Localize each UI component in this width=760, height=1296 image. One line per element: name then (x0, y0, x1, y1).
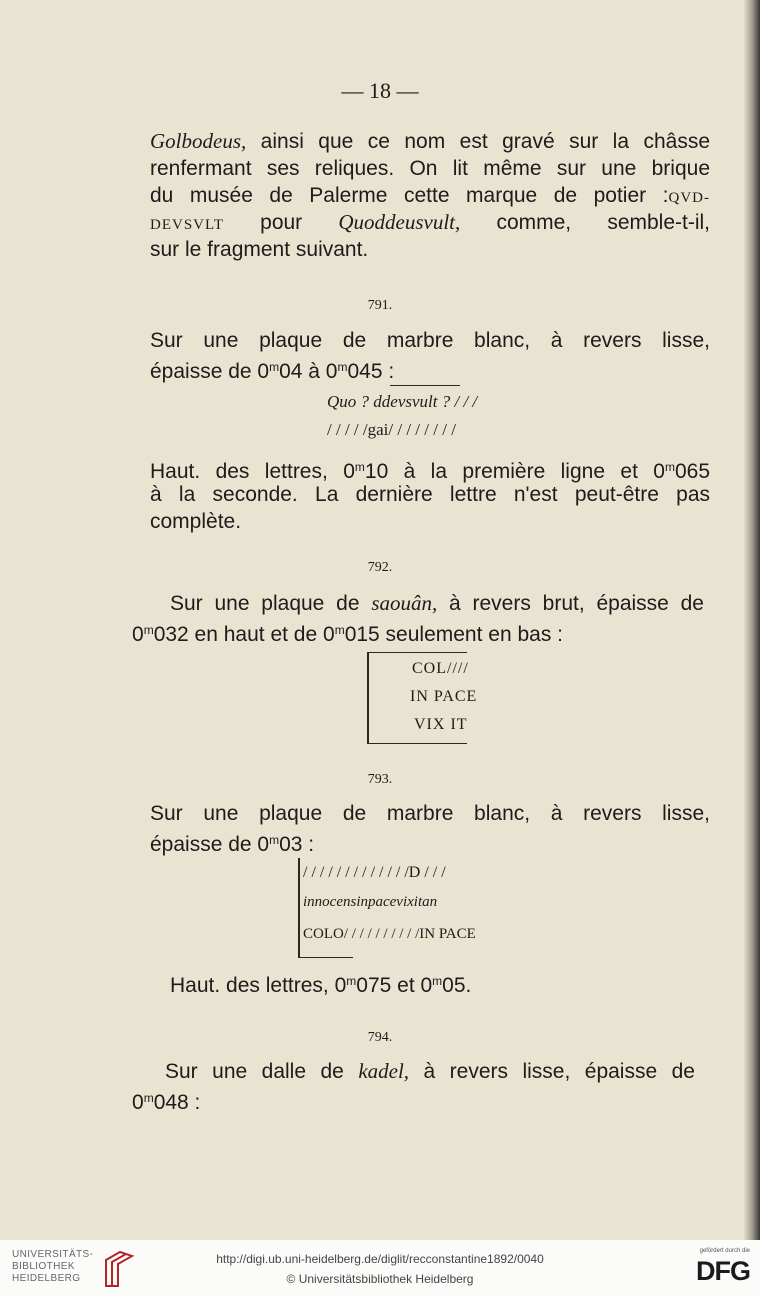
entry-number-794: 794. (367, 1030, 393, 1045)
inscription-792-line3: VIX IT (414, 716, 468, 733)
inscription-792-line2: IN PACE (410, 688, 478, 705)
inscription-792-left-border (367, 652, 369, 744)
entry793-note: Haut. des lettres, 0$^m$075 et 0$^m$05. (170, 974, 472, 997)
inscription-overline (390, 385, 460, 386)
viewer-footer (0, 1240, 760, 1296)
para1-line2: renfermant ses reliques. On lit même sur une brique (150, 157, 710, 180)
entry791-note3: complète. (150, 510, 242, 533)
entry793-line1: Sur une plaque de marbre blanc, à revers lisse, (150, 802, 710, 825)
dfg-logo: DFG (696, 1256, 750, 1286)
inscription-793-line3: COLO/ / / / / / / / / /IN PACE (303, 926, 476, 942)
inscription-791-line1: Quo ? ddevsvult ? / / / (327, 392, 478, 411)
inscription-792-bottom-line (367, 743, 467, 744)
page-number: — 18 — (341, 78, 419, 103)
entry792-line1: Sur une plaque de saouân, à revers brut, épaisse de (170, 591, 704, 615)
permalink-url[interactable]: http://digi.ub.uni-heidelberg.de/diglit/recconstantine1892/0040 (216, 1252, 544, 1266)
entry794-line2: 0$^m$048 : (132, 1091, 201, 1114)
dfg-caption: gefördert durch die (699, 1248, 750, 1254)
para1-line4: DEVSVLT pour Quoddeusvult, comme, semble-t-il, (150, 210, 710, 234)
entry791-line1: Sur une plaque de marbre blanc, à revers lisse, (150, 329, 710, 352)
copyright-notice: © Universitätsbibliothek Heidelberg (286, 1272, 474, 1286)
entry793-line2: épaisse de 0$^m$03 : (150, 833, 315, 856)
library-logo-text: UNIVERSITÄTS- BIBLIOTHEK HEIDELBERG (12, 1249, 94, 1284)
entry792-line2: 0$^m$032 en haut et de 0$^m$015 seulement en bas : (132, 623, 564, 646)
entry-number-793: 793. (367, 772, 393, 787)
inscription-791-line2: / / / / /gai/ / / / / / / / (327, 420, 456, 439)
inscription-792-line1: COL//// (412, 660, 469, 677)
para1-line3: du musée de Palerme cette marque de potier :QVD- (150, 184, 710, 207)
inscription-792-top-line (367, 652, 467, 653)
para1-line5: sur le fragment suivant. (150, 238, 369, 261)
page-gutter (744, 0, 760, 1240)
para1-line1: Golbodeus, ainsi que ce nom est gravé sur la châsse (150, 129, 710, 153)
inscription-793-left-border (298, 858, 300, 958)
entry-number-791: 791. (367, 298, 393, 313)
entry791-line2: épaisse de 0$^m$04 à 0$^m$045 : (150, 360, 395, 383)
entry794-line1: Sur une dalle de kadel, à revers lisse, épaisse de (165, 1059, 695, 1083)
entry-number-792: 792. (367, 560, 393, 575)
inscription-793-line1: / / / / / / / / / / / / /D / / / (303, 864, 446, 881)
entry791-note1: Haut. des lettres, 0$^m$10 à la première ligne et 0$^m$065 (150, 460, 711, 483)
inscription-793-line2: innocensinpacevixitan (303, 894, 438, 910)
potier-mark: QVD- (668, 190, 710, 206)
entry791-note2: à la seconde. La dernière lettre n'est peut-être pas (150, 483, 710, 506)
inscription-793-bottom-line (298, 957, 353, 958)
